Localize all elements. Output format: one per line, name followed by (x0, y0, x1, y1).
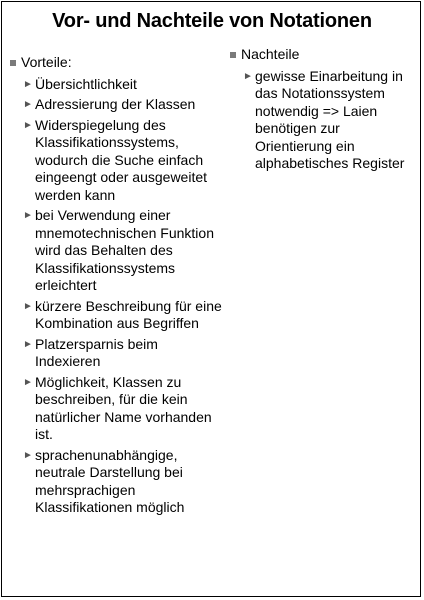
disadvantages-list (243, 68, 416, 173)
triangle-bullet-icon: ► (23, 376, 33, 388)
list-item: ► kürzere Beschreibung für eine Kombination aus Begriffen (23, 297, 222, 331)
triangle-bullet-icon: ► (23, 300, 33, 312)
disadvantages-column (230, 46, 416, 176)
slide (1, 1, 421, 597)
triangle-bullet-icon: ► (23, 119, 33, 131)
triangle-bullet-icon: ► (23, 78, 33, 90)
disadvantages-heading-row (230, 46, 416, 64)
list-item: ► sprachenunabhängige, neutrale Darstellung bei mehrsprachigen Klassifikationen möglich (23, 446, 185, 515)
list-item: ► Übersichtlichkeit (23, 75, 137, 92)
square-bullet-icon (10, 60, 16, 66)
advantages-heading: Vorteile: (21, 54, 72, 70)
list-item: ► gewisse Einarbeitung in das Notationssystem notwendig => Laien benötigen zur Orientierung ein alphabetisches Register (243, 67, 405, 171)
advantages-column (10, 54, 222, 520)
list-item: ► bei Verwendung einer mnemotechnischen Funktion wird das Behalten des Klassifikationssystems erleichtert (23, 207, 214, 293)
list-item: ► Adressierung der Klassen (23, 96, 196, 112)
triangle-bullet-icon: ► (23, 449, 33, 461)
advantages-heading-row (10, 54, 222, 72)
list-item: ► Widerspiegelung des Klassifikationssystems, wodurch die Suche einfach eingeengt oder ausgeweitet werden kann (23, 116, 208, 203)
triangle-bullet-icon: ► (23, 99, 33, 110)
advantages-list (23, 76, 222, 517)
triangle-bullet-icon: ► (23, 338, 33, 350)
disadvantages-heading: Nachteile (241, 46, 300, 62)
list-item: ► Möglichkeit, Klassen zu beschreiben, für die kein natürlicher Name vorhanden ist. (23, 373, 212, 442)
list-item: ► Platzersparnis beim Indexieren (23, 335, 158, 369)
triangle-bullet-icon: ► (243, 70, 253, 82)
slide-title: Vor- und Nachteile von Notationen (52, 10, 372, 32)
square-bullet-icon (230, 52, 236, 58)
triangle-bullet-icon: ► (23, 210, 33, 221)
